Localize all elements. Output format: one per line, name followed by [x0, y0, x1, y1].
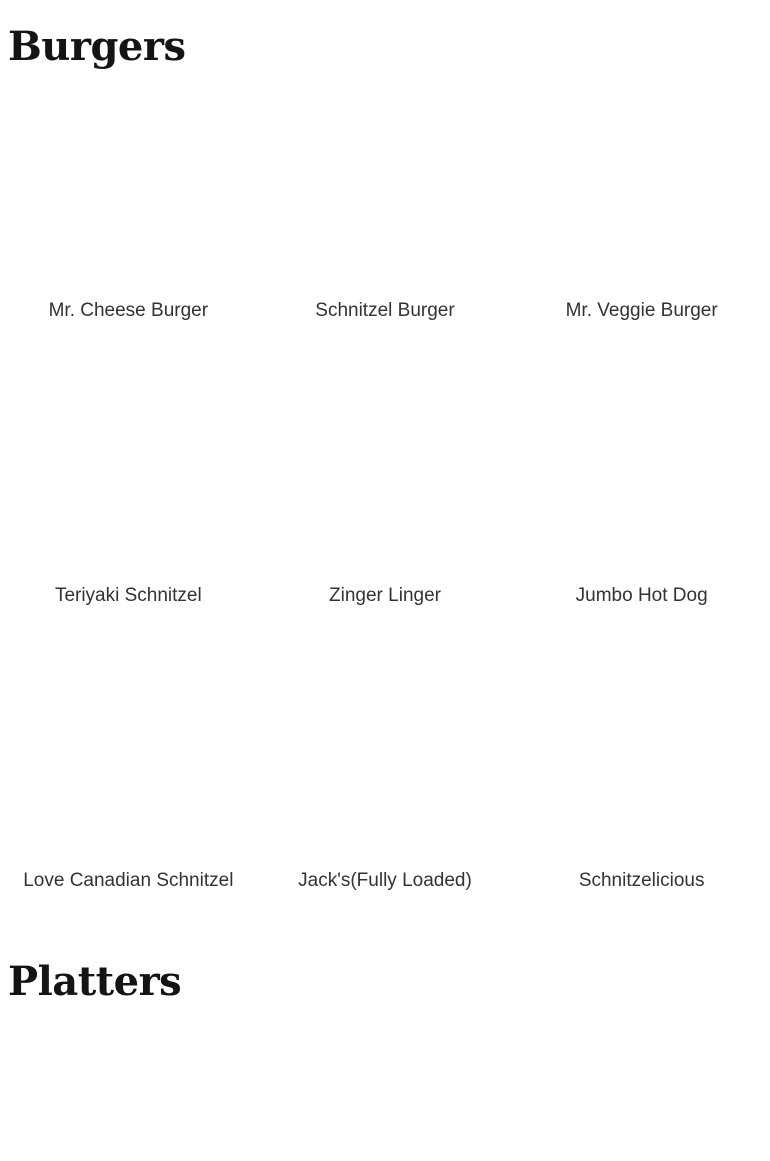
menu-item-image [0, 369, 257, 581]
menu-item-image [0, 84, 257, 296]
menu-item-title: Mr. Cheese Burger [48, 300, 209, 321]
menu-item-card-teriyaki-schnitzel[interactable] [0, 369, 257, 654]
menu-item-title: Mr. Veggie Burger [565, 300, 718, 321]
menu-item-card-jacks-fully-loaded[interactable] [257, 654, 514, 939]
section-title-burgers: Burgers [8, 23, 186, 70]
menu-item-title: Zinger Linger [329, 585, 441, 606]
menu-item-image [257, 654, 514, 866]
menu-item-title: Jumbo Hot Dog [575, 585, 708, 606]
menu-item-card-schnitzel-burger[interactable] [257, 84, 514, 369]
section-title-platters: Platters [8, 958, 182, 1005]
menu-item-image [513, 369, 770, 581]
menu-item-title: Schnitzelicious [578, 870, 705, 891]
menu-item-card-schnitzelicious[interactable] [513, 654, 770, 939]
menu-item-title: Jack's(Fully Loaded) [298, 870, 472, 891]
menu-item-title: Teriyaki Schnitzel [54, 585, 202, 606]
menu-item-card-mr-cheese-burger[interactable] [0, 84, 257, 369]
menu-item-image [513, 654, 770, 866]
menu-item-image [513, 84, 770, 296]
menu-item-title: Love Canadian Schnitzel [23, 870, 234, 891]
menu-item-image [257, 369, 514, 581]
menu-item-card-jumbo-hot-dog[interactable] [513, 369, 770, 654]
menu-item-card-love-canadian-schnitzel[interactable] [0, 654, 257, 939]
menu-item-card-mr-veggie-burger[interactable] [513, 84, 770, 369]
menu-item-image [257, 84, 514, 296]
menu-item-image [0, 654, 257, 866]
menu-item-title: Schnitzel Burger [315, 300, 455, 321]
menu-item-card-zinger-linger[interactable] [257, 369, 514, 654]
burgers-grid [0, 84, 770, 939]
